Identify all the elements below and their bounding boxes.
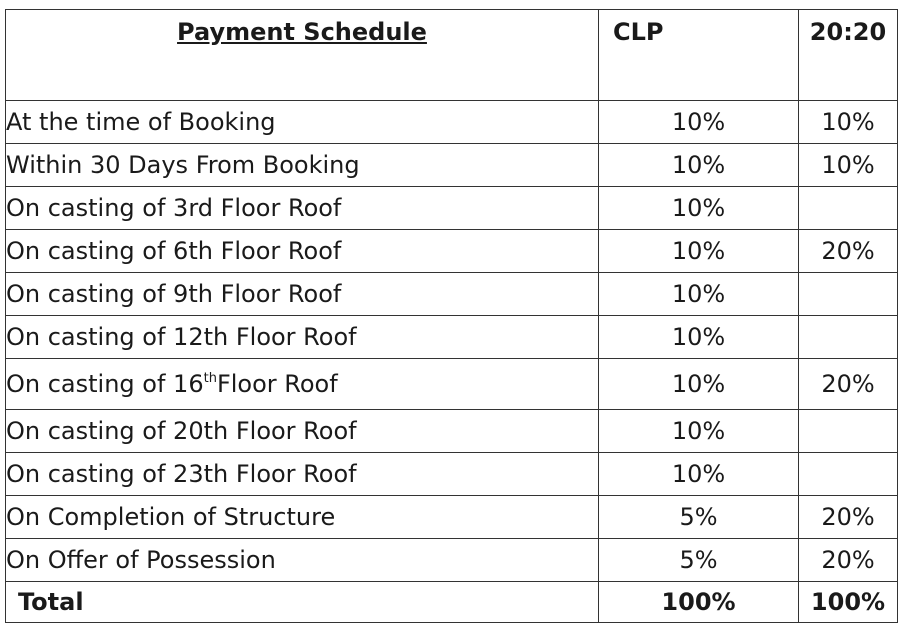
row-label: On casting of 20th Floor Roof xyxy=(6,410,599,453)
table-row xyxy=(6,453,898,496)
total-label: Total xyxy=(6,582,599,623)
row-clp: 5% xyxy=(599,496,799,539)
row-label xyxy=(6,359,599,410)
row-label: On casting of 23th Floor Roof xyxy=(6,453,599,496)
total-ratio: 100% xyxy=(799,582,898,623)
table-row xyxy=(6,187,898,230)
table-row xyxy=(6,230,898,273)
table-row xyxy=(6,496,898,539)
row-clp: 10% xyxy=(599,453,799,496)
row-label: On Offer of Possession xyxy=(6,539,599,582)
row-label: On casting of 3rd Floor Roof xyxy=(6,187,599,230)
total-row xyxy=(6,582,898,623)
row-clp: 10% xyxy=(599,144,799,187)
table-row xyxy=(6,539,898,582)
table-row xyxy=(6,273,898,316)
total-clp: 100% xyxy=(599,582,799,623)
header-payment-schedule: Payment Schedule xyxy=(6,10,599,101)
payment-schedule-table xyxy=(5,9,898,623)
row-ratio xyxy=(799,187,898,230)
row-ratio xyxy=(799,453,898,496)
row-label: On casting of 12th Floor Roof xyxy=(6,316,599,359)
header-20-20: 20:20 xyxy=(799,10,898,101)
row-clp: 10% xyxy=(599,359,799,410)
table-row xyxy=(6,410,898,453)
ordinal-suffix: th xyxy=(203,371,217,386)
row-label: On casting of 9th Floor Roof xyxy=(6,273,599,316)
row-clp: 10% xyxy=(599,316,799,359)
row-ratio: 20% xyxy=(799,539,898,582)
row-ratio xyxy=(799,316,898,359)
row-label: Within 30 Days From Booking xyxy=(6,144,599,187)
table-header-row xyxy=(6,10,898,101)
row-label-main: On casting of 16 xyxy=(6,370,204,398)
row-ratio: 10% xyxy=(799,144,898,187)
row-label: On Completion of Structure xyxy=(6,496,599,539)
row-label: On casting of 6th Floor Roof xyxy=(6,230,599,273)
row-clp: 10% xyxy=(599,101,799,144)
row-label-rest: Floor Roof xyxy=(216,370,338,398)
row-ratio xyxy=(799,273,898,316)
row-ratio xyxy=(799,410,898,453)
table-row xyxy=(6,316,898,359)
row-clp: 10% xyxy=(599,230,799,273)
row-label: At the time of Booking xyxy=(6,101,599,144)
row-clp: 10% xyxy=(599,410,799,453)
row-clp: 10% xyxy=(599,187,799,230)
header-clp: CLP xyxy=(599,10,799,101)
row-ratio: 10% xyxy=(799,101,898,144)
row-ratio: 20% xyxy=(799,496,898,539)
row-ratio: 20% xyxy=(799,359,898,410)
table-row xyxy=(6,101,898,144)
row-clp: 10% xyxy=(599,273,799,316)
table-row xyxy=(6,359,898,410)
row-ratio: 20% xyxy=(799,230,898,273)
row-clp: 5% xyxy=(599,539,799,582)
table-row xyxy=(6,144,898,187)
